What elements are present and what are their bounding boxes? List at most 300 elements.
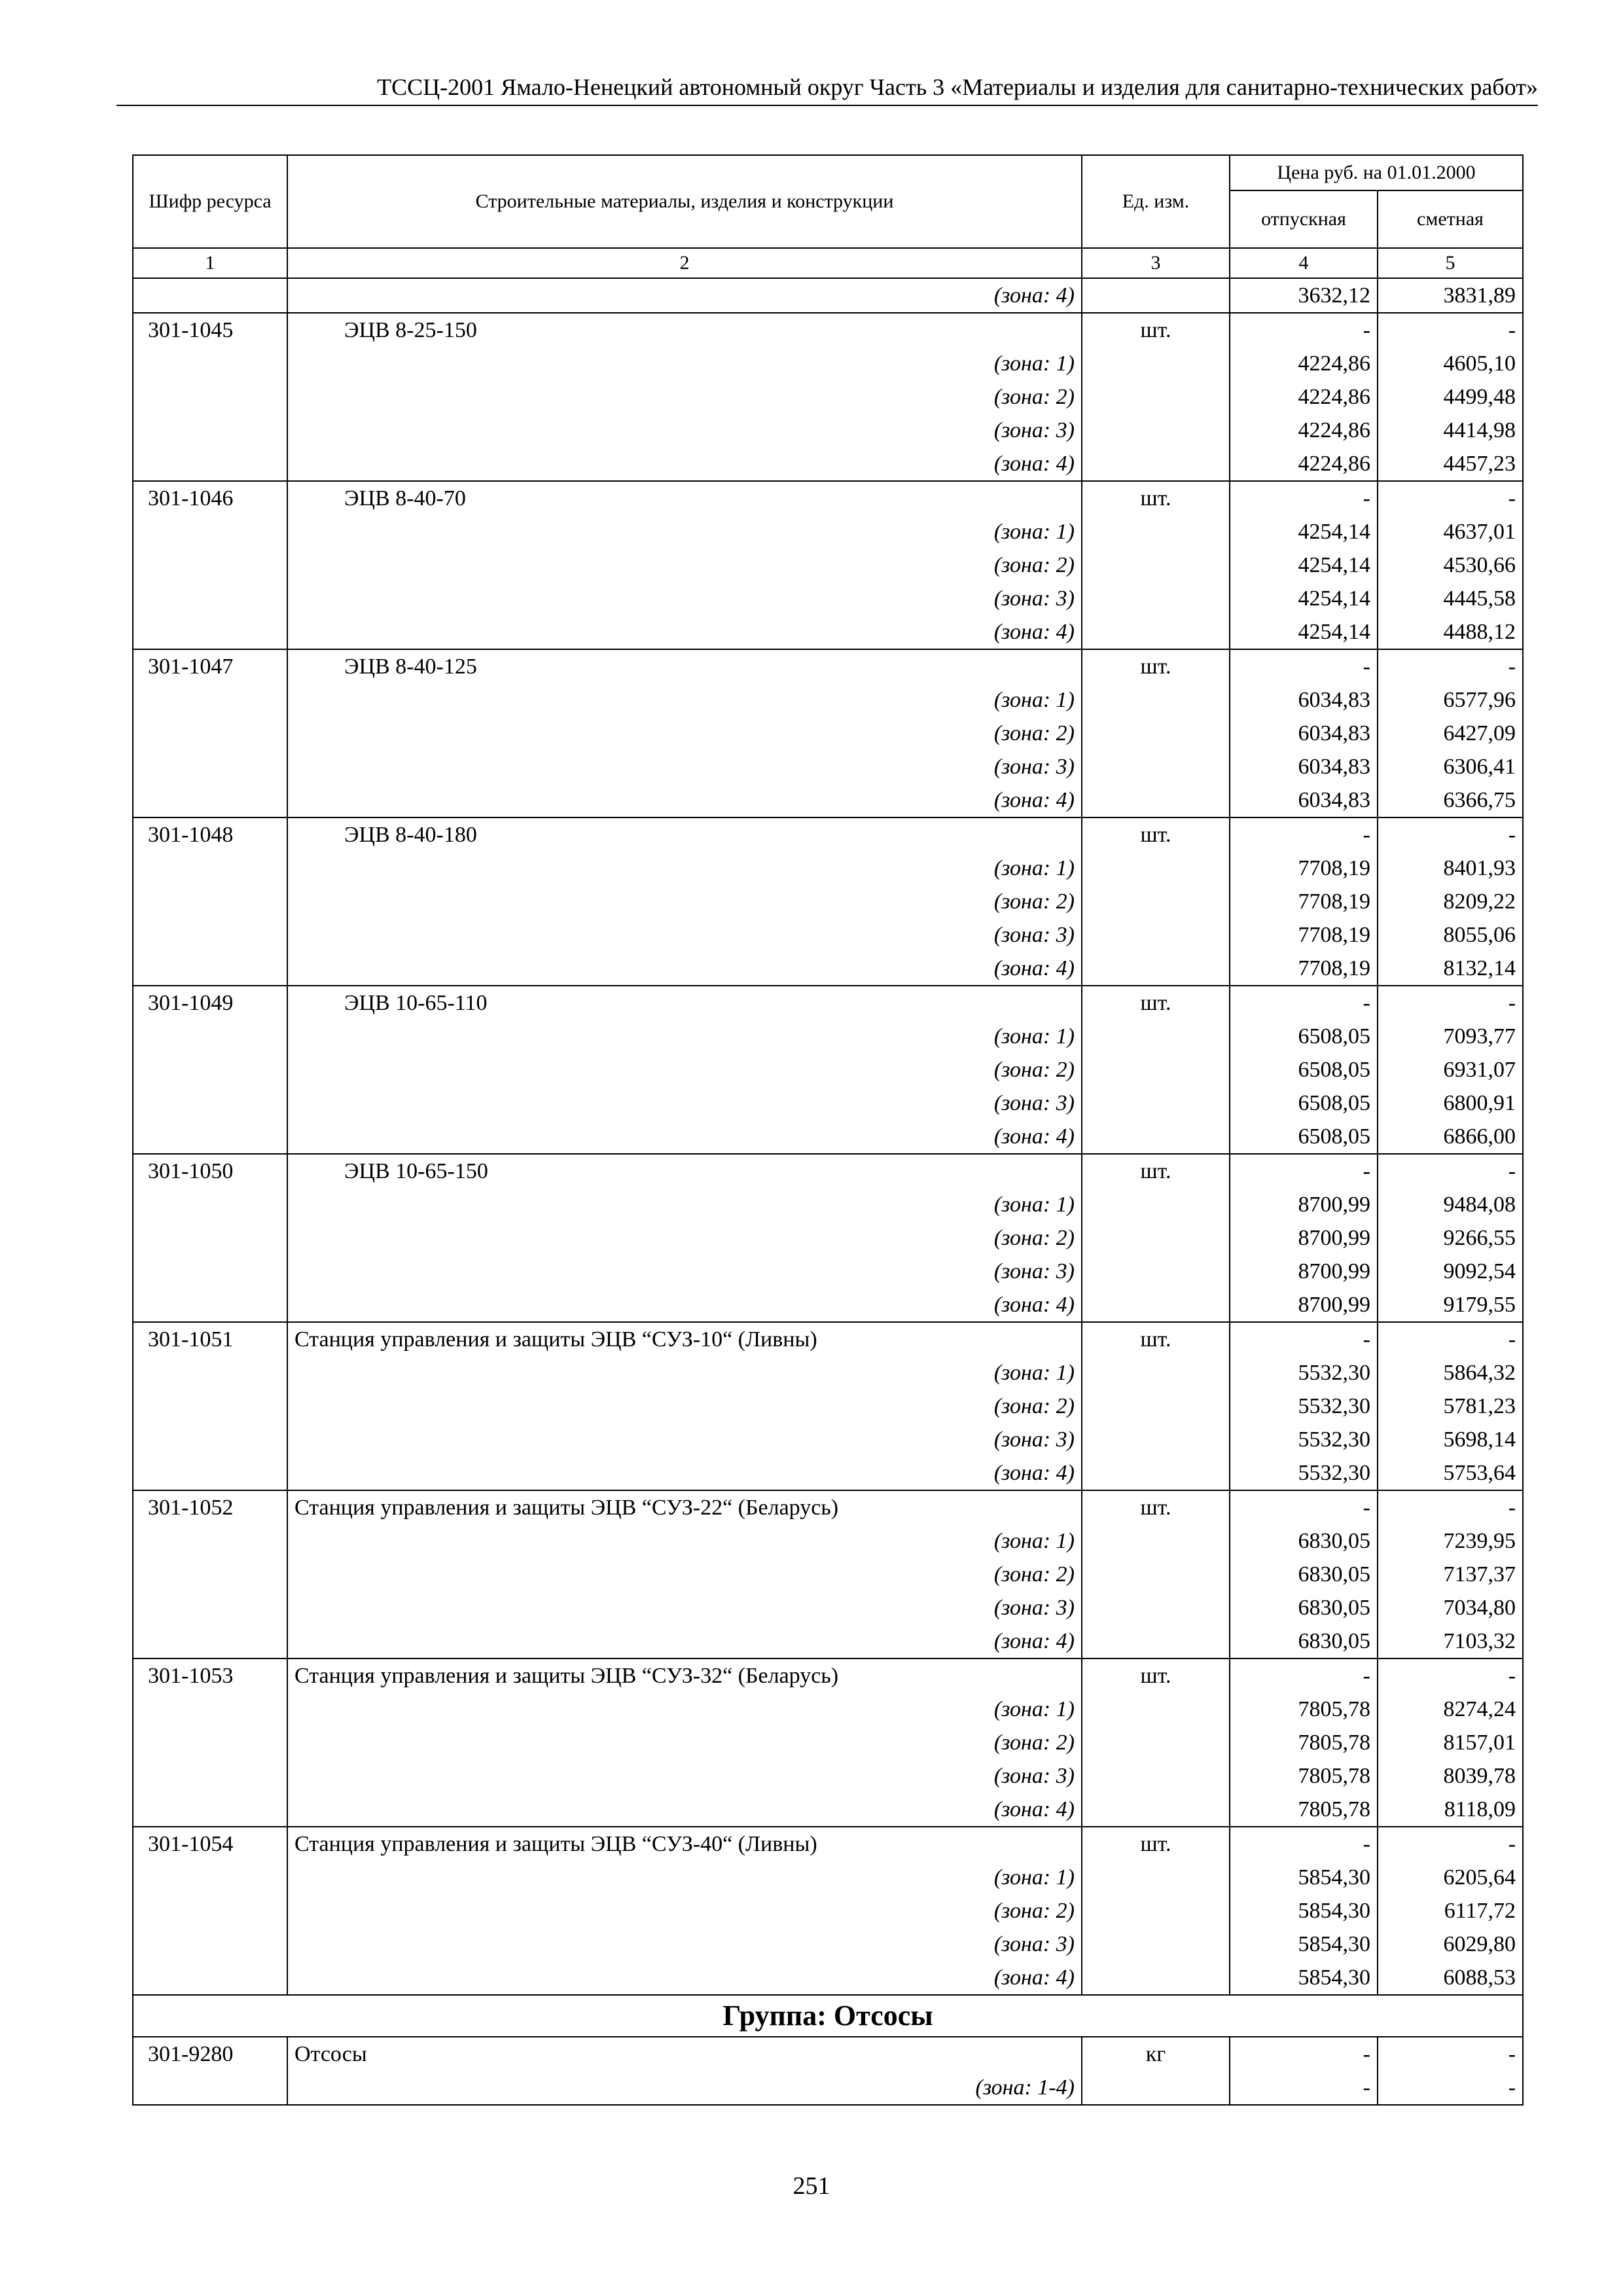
zone-row [133,1221,1523,1255]
zone-row [133,683,1523,717]
cell-zone: (зона: 1) [287,852,1082,885]
zone-row [133,1928,1523,1961]
cell-unit: шт. [1082,1322,1230,1356]
cell-zone: (зона: 3) [287,1591,1082,1624]
cell-estimate: 7137,37 [1378,1558,1523,1591]
item-row [133,1827,1523,1861]
cell-release: 7708,19 [1230,885,1378,918]
cell-release: - [1230,2037,1378,2071]
cell-unit [1082,1928,1230,1961]
zone-row [133,1456,1523,1490]
cell-unit [1082,1221,1230,1255]
cell-release: 6034,83 [1230,750,1378,783]
cell-release: - [1230,1322,1378,1356]
zone-row [133,750,1523,783]
cell-release: 6508,05 [1230,1086,1378,1120]
cell-code [133,952,287,986]
cell-code: 301-1051 [133,1322,287,1356]
cell-code: 301-1050 [133,1154,287,1188]
zone-row [133,1624,1523,1659]
cell-release: 8700,99 [1230,1255,1378,1288]
cell-unit [1082,515,1230,548]
cell-release: - [1230,986,1378,1020]
cell-code [133,918,287,952]
zone-row [133,1188,1523,1221]
cell-release: 6830,05 [1230,1591,1378,1624]
zone-row [133,1356,1523,1390]
cell-code [133,1591,287,1624]
cell-code [133,1255,287,1288]
cell-code: 301-9280 [133,2037,287,2071]
zone-row [133,1423,1523,1456]
cell-release: 6034,83 [1230,683,1378,717]
cell-unit [1082,615,1230,649]
cell-release: 5854,30 [1230,1961,1378,1995]
cell-unit [1082,1759,1230,1793]
cell-unit: шт. [1082,1154,1230,1188]
cell-estimate: 6205,64 [1378,1861,1523,1894]
cell-release: 6508,05 [1230,1053,1378,1086]
cell-unit: шт. [1082,986,1230,1020]
cell-name: Станция управления и защиты ЭЦВ “СУЗ-40“ (Ливны) [287,1827,1082,1861]
cell-code [133,852,287,885]
zone-row [133,1524,1523,1558]
cell-name: ЭЦВ 8-40-70 [287,481,1082,515]
item-row [133,1659,1523,1693]
cell-unit: шт. [1082,1490,1230,1524]
cell-zone: (зона: 1) [287,515,1082,548]
item-row [133,649,1523,683]
cell-release: 4254,14 [1230,548,1378,582]
cell-name: Отсосы [287,2037,1082,2071]
cell-release: 4254,14 [1230,515,1378,548]
cell-release: 8700,99 [1230,1188,1378,1221]
cell-unit [1082,852,1230,885]
cell-code: 301-1053 [133,1659,287,1693]
cell-estimate: - [1378,1659,1523,1693]
cell-zone: (зона: 2) [287,380,1082,414]
cell-zone: (зона: 1) [287,1188,1082,1221]
zone-row [133,1894,1523,1928]
item-row [133,313,1523,347]
cell-code: 301-1049 [133,986,287,1020]
cell-estimate: 4445,58 [1378,582,1523,615]
cell-zone: (зона: 4) [287,1120,1082,1154]
zone-row [133,615,1523,649]
cell-release: 6034,83 [1230,717,1378,750]
cell-release: 4254,14 [1230,615,1378,649]
cell-name: ЭЦВ 8-40-180 [287,817,1082,852]
header-unit: Ед. изм. [1082,155,1230,248]
cell-release: 7805,78 [1230,1759,1378,1793]
zone-row [133,1288,1523,1322]
cell-zone: (зона: 3) [287,750,1082,783]
cell-zone: (зона: 4) [287,1624,1082,1659]
cell-zone: (зона: 4) [287,1288,1082,1322]
page-header: ТССЦ-2001 Ямало-Ненецкий автономный округ Часть 3 «Материалы и изделия для санитарно-технических работ» [377,74,1538,100]
cell-estimate: 3831,89 [1378,278,1523,313]
cell-code [133,515,287,548]
cell-name: Станция управления и защиты ЭЦВ “СУЗ-32“ (Беларусь) [287,1659,1082,1693]
cell-unit [1082,1423,1230,1456]
cell-code [133,1188,287,1221]
cell-zone: (зона: 1) [287,1861,1082,1894]
zone-row [133,515,1523,548]
cell-code: 301-1046 [133,481,287,515]
cell-unit [1082,1020,1230,1053]
cell-code [133,1288,287,1322]
cell-code [133,1726,287,1759]
cell-zone: (зона: 3) [287,1423,1082,1456]
cell-unit [1082,278,1230,313]
zone-row [133,380,1523,414]
cell-unit [1082,1120,1230,1154]
cell-estimate: 4488,12 [1378,615,1523,649]
cell-zone: (зона: 4) [287,615,1082,649]
cell-unit [1082,1624,1230,1659]
cell-unit: шт. [1082,1659,1230,1693]
cell-code [133,1524,287,1558]
cell-code [133,1221,287,1255]
cell-estimate: 8039,78 [1378,1759,1523,1793]
column-number: 2 [287,248,1082,278]
cell-estimate: 6088,53 [1378,1961,1523,1995]
cell-release: 5532,30 [1230,1456,1378,1490]
cell-release: 6508,05 [1230,1020,1378,1053]
cell-estimate: - [1378,1154,1523,1188]
cell-estimate: 5698,14 [1378,1423,1523,1456]
cell-zone: (зона: 4) [287,447,1082,481]
cell-estimate: - [1378,1827,1523,1861]
cell-code [133,1356,287,1390]
header-rule [116,105,1538,106]
cell-unit [1082,1390,1230,1423]
cell-unit [1082,447,1230,481]
cell-release: - [1230,1827,1378,1861]
cell-unit [1082,414,1230,447]
zone-row [133,1726,1523,1759]
zone-row [133,1020,1523,1053]
zone-row [133,414,1523,447]
zone-row [133,548,1523,582]
cell-code [133,1558,287,1591]
zone-row [133,783,1523,817]
item-row [133,1154,1523,1188]
cell-estimate: 6029,80 [1378,1928,1523,1961]
cell-estimate: - [1378,2037,1523,2071]
cell-estimate: - [1378,1322,1523,1356]
cell-code [133,615,287,649]
cell-zone: (зона: 3) [287,582,1082,615]
cell-unit [1082,683,1230,717]
cell-code [133,1390,287,1423]
cell-estimate: 6866,00 [1378,1120,1523,1154]
cell-code [133,1053,287,1086]
cell-code [133,1423,287,1456]
cell-name: ЭЦВ 10-65-150 [287,1154,1082,1188]
cell-unit [1082,885,1230,918]
zone-row [133,347,1523,380]
cell-release: 4224,86 [1230,347,1378,380]
cell-unit: шт. [1082,481,1230,515]
cell-estimate: 9092,54 [1378,1255,1523,1288]
cell-code [133,1861,287,1894]
cell-code [133,1624,287,1659]
cell-release: - [1230,1154,1378,1188]
cell-estimate: 4530,66 [1378,548,1523,582]
cell-estimate: 6117,72 [1378,1894,1523,1928]
cell-name: Станция управления и защиты ЭЦВ “СУЗ-10“ (Ливны) [287,1322,1082,1356]
item-row [133,481,1523,515]
cell-unit [1082,1793,1230,1827]
cell-release: 3632,12 [1230,278,1378,313]
cell-unit [1082,1726,1230,1759]
cell-name: Станция управления и защиты ЭЦВ “СУЗ-22“ (Беларусь) [287,1490,1082,1524]
cell-unit [1082,1188,1230,1221]
cell-estimate: 6366,75 [1378,783,1523,817]
item-row [133,986,1523,1020]
cell-unit [1082,1861,1230,1894]
column-number: 4 [1230,248,1378,278]
cell-zone: (зона: 4) [287,783,1082,817]
cell-zone: (зона: 4) [287,278,1082,313]
cell-zone: (зона: 1) [287,347,1082,380]
cell-code [133,885,287,918]
cell-release: 7708,19 [1230,918,1378,952]
cell-code [133,1793,287,1827]
cell-unit [1082,380,1230,414]
cell-unit [1082,1288,1230,1322]
cell-unit: кг [1082,2037,1230,2071]
zone-row [133,1591,1523,1624]
cell-unit [1082,1591,1230,1624]
cell-release: 6830,05 [1230,1624,1378,1659]
cell-code [133,380,287,414]
cell-release: 4224,86 [1230,414,1378,447]
cell-unit: шт. [1082,1827,1230,1861]
cell-unit [1082,952,1230,986]
cell-code: 301-1048 [133,817,287,852]
zone-row [133,1120,1523,1154]
cell-zone: (зона: 1) [287,1020,1082,1053]
zone-row [133,1793,1523,1827]
cell-release: 7805,78 [1230,1726,1378,1759]
cell-zone: (зона: 3) [287,1255,1082,1288]
cell-unit [1082,1356,1230,1390]
cell-zone: (зона: 2) [287,1053,1082,1086]
cell-unit [1082,1693,1230,1726]
price-table [132,154,1524,2106]
cell-estimate: 6800,91 [1378,1086,1523,1120]
cell-estimate: 7034,80 [1378,1591,1523,1624]
cell-unit [1082,1961,1230,1995]
cell-estimate: 4637,01 [1378,515,1523,548]
column-number: 5 [1378,248,1523,278]
zone-row [133,1759,1523,1793]
zone-row [133,582,1523,615]
continuation-row [133,278,1523,313]
cell-release: 4224,86 [1230,447,1378,481]
zone-row [133,1053,1523,1086]
zone-row [133,1086,1523,1120]
cell-code [133,548,287,582]
cell-zone: (зона: 1) [287,1356,1082,1390]
cell-code [133,1894,287,1928]
cell-unit [1082,1456,1230,1490]
zone-row [133,1961,1523,1995]
cell-unit [1082,1524,1230,1558]
cell-zone: (зона: 4) [287,952,1082,986]
cell-release: 6508,05 [1230,1120,1378,1154]
cell-unit [1082,2071,1230,2105]
cell-estimate: 8055,06 [1378,918,1523,952]
cell-estimate: 8118,09 [1378,1793,1523,1827]
cell-release: 7708,19 [1230,952,1378,986]
cell-estimate: - [1378,2071,1523,2105]
cell-estimate: 6577,96 [1378,683,1523,717]
cell-estimate: 4499,48 [1378,380,1523,414]
cell-code [133,1120,287,1154]
cell-code [133,717,287,750]
cell-estimate: 9179,55 [1378,1288,1523,1322]
cell-unit [1082,918,1230,952]
cell-code [133,278,287,313]
item-row [133,817,1523,852]
cell-estimate: 4414,98 [1378,414,1523,447]
cell-release: 5854,30 [1230,1928,1378,1961]
cell-zone: (зона: 2) [287,548,1082,582]
cell-zone: (зона: 1) [287,1693,1082,1726]
item-row [133,1322,1523,1356]
cell-zone: (зона: 3) [287,1086,1082,1120]
cell-code: 301-1054 [133,1827,287,1861]
cell-code [133,1961,287,1995]
cell-zone: (зона: 2) [287,717,1082,750]
cell-zone: (зона: 2) [287,1726,1082,1759]
item-row [133,1490,1523,1524]
cell-release: 5854,30 [1230,1861,1378,1894]
header-price: Цена руб. на 01.01.2000 [1230,155,1523,190]
cell-estimate: 6427,09 [1378,717,1523,750]
cell-zone: (зона: 1) [287,1524,1082,1558]
group-row [133,1995,1523,2037]
cell-estimate: 8132,14 [1378,952,1523,986]
cell-zone: (зона: 3) [287,918,1082,952]
cell-zone: (зона: 3) [287,1759,1082,1793]
zone-row [133,918,1523,952]
cell-zone: (зона: 2) [287,885,1082,918]
cell-estimate: - [1378,313,1523,347]
cell-unit [1082,548,1230,582]
cell-release: - [1230,2071,1378,2105]
cell-zone: (зона: 3) [287,414,1082,447]
cell-estimate: 4457,23 [1378,447,1523,481]
column-number: 3 [1082,248,1230,278]
cell-release: 5532,30 [1230,1356,1378,1390]
cell-code [133,582,287,615]
cell-code [133,1020,287,1053]
cell-release: 7708,19 [1230,852,1378,885]
cell-zone: (зона: 2) [287,1221,1082,1255]
header-code: Шифр ресурса [133,155,287,248]
cell-code [133,414,287,447]
cell-code [133,1086,287,1120]
cell-unit [1082,1558,1230,1591]
cell-estimate: 7239,95 [1378,1524,1523,1558]
zone-row [133,1390,1523,1423]
cell-zone: (зона: 4) [287,1456,1082,1490]
cell-estimate: 7103,32 [1378,1624,1523,1659]
cell-code [133,683,287,717]
cell-name: ЭЦВ 10-65-110 [287,986,1082,1020]
cell-zone: (зона: 2) [287,1894,1082,1928]
cell-estimate: 8209,22 [1378,885,1523,918]
cell-unit [1082,347,1230,380]
cell-name: ЭЦВ 8-40-125 [287,649,1082,683]
cell-release: 5532,30 [1230,1423,1378,1456]
cell-estimate: 7093,77 [1378,1020,1523,1053]
cell-release: - [1230,817,1378,852]
group-title: Группа: Отсосы [133,1995,1523,2037]
zone-row [133,447,1523,481]
cell-unit: шт. [1082,649,1230,683]
page-number: 251 [793,2172,830,2200]
cell-unit [1082,1894,1230,1928]
zone-row [133,1861,1523,1894]
item-row [133,2037,1523,2071]
zone-row [133,717,1523,750]
cell-estimate: 8401,93 [1378,852,1523,885]
cell-release: 7805,78 [1230,1693,1378,1726]
cell-estimate: - [1378,481,1523,515]
cell-release: - [1230,481,1378,515]
header-estimate: сметная [1378,190,1523,248]
cell-unit [1082,1255,1230,1288]
cell-zone: (зона: 1-4) [287,2071,1082,2105]
cell-estimate: 6931,07 [1378,1053,1523,1086]
cell-unit: шт. [1082,817,1230,852]
cell-release: 4224,86 [1230,380,1378,414]
cell-code [133,1693,287,1726]
cell-estimate: 9266,55 [1378,1221,1523,1255]
cell-estimate: 8157,01 [1378,1726,1523,1759]
cell-release: 6830,05 [1230,1558,1378,1591]
cell-release: - [1230,1490,1378,1524]
cell-estimate: 9484,08 [1378,1188,1523,1221]
zone-row [133,1255,1523,1288]
cell-zone: (зона: 2) [287,1390,1082,1423]
cell-zone: (зона: 4) [287,1793,1082,1827]
cell-zone: (зона: 3) [287,1928,1082,1961]
zone-row [133,1558,1523,1591]
cell-estimate: - [1378,649,1523,683]
cell-zone: (зона: 4) [287,1961,1082,1995]
cell-estimate: 5864,32 [1378,1356,1523,1390]
cell-estimate: 6306,41 [1378,750,1523,783]
cell-estimate: - [1378,1490,1523,1524]
header-release: отпускная [1230,190,1378,248]
zone-row [133,952,1523,986]
cell-name: ЭЦВ 8-25-150 [287,313,1082,347]
table-body [133,278,1523,2105]
cell-release: - [1230,1659,1378,1693]
cell-release: 6830,05 [1230,1524,1378,1558]
zone-row [133,885,1523,918]
cell-code [133,347,287,380]
cell-code [133,447,287,481]
cell-code [133,2071,287,2105]
cell-estimate: - [1378,986,1523,1020]
